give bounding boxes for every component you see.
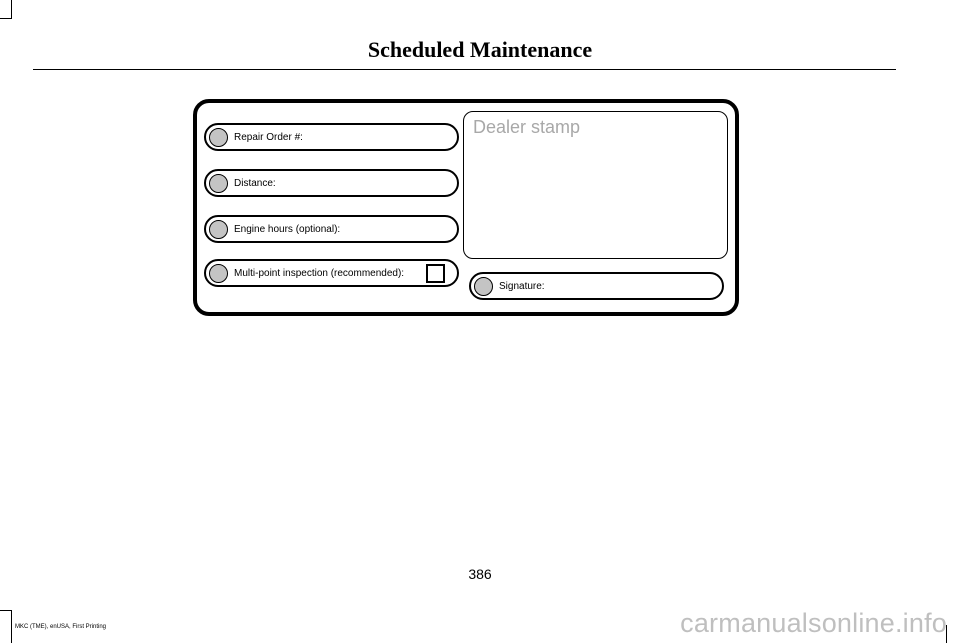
- repair-order-field[interactable]: [204, 123, 459, 151]
- multi-point-inspection-field[interactable]: [204, 259, 459, 287]
- crop-mark-bottom-left-v: [11, 610, 12, 643]
- engine-hours-field[interactable]: [204, 215, 459, 243]
- signature-label: Signature:: [499, 280, 545, 292]
- field-bullet-icon: [209, 264, 228, 283]
- crop-mark-bottom-left-h: [0, 610, 12, 611]
- maintenance-record-card: [193, 99, 739, 316]
- crop-mark-top-left-v: [11, 0, 12, 18]
- title-rule: [33, 69, 896, 70]
- signature-field[interactable]: [469, 272, 724, 300]
- repair-order-label: Repair Order #:: [234, 131, 303, 143]
- engine-hours-label: Engine hours (optional):: [234, 223, 341, 235]
- field-bullet-icon: [209, 220, 228, 239]
- dealer-stamp-label: Dealer stamp: [473, 117, 581, 137]
- page-title: Scheduled Maintenance: [367, 37, 593, 62]
- dealer-stamp-box: [463, 111, 728, 259]
- distance-field[interactable]: [204, 169, 459, 197]
- field-bullet-icon: [474, 277, 493, 296]
- distance-label: Distance:: [234, 177, 276, 189]
- watermark: carmanualsonline.info: [680, 608, 947, 638]
- crop-mark-top-left-h: [0, 18, 12, 19]
- page-number: 386: [468, 566, 492, 582]
- field-bullet-icon: [209, 128, 228, 147]
- multi-point-inspection-label: Multi-point inspection (recommended):: [234, 267, 405, 279]
- footer-printing-info: MKC (TME), enUSA, First Printing: [15, 624, 107, 630]
- field-bullet-icon: [209, 174, 228, 193]
- inspection-checkbox[interactable]: [426, 264, 445, 283]
